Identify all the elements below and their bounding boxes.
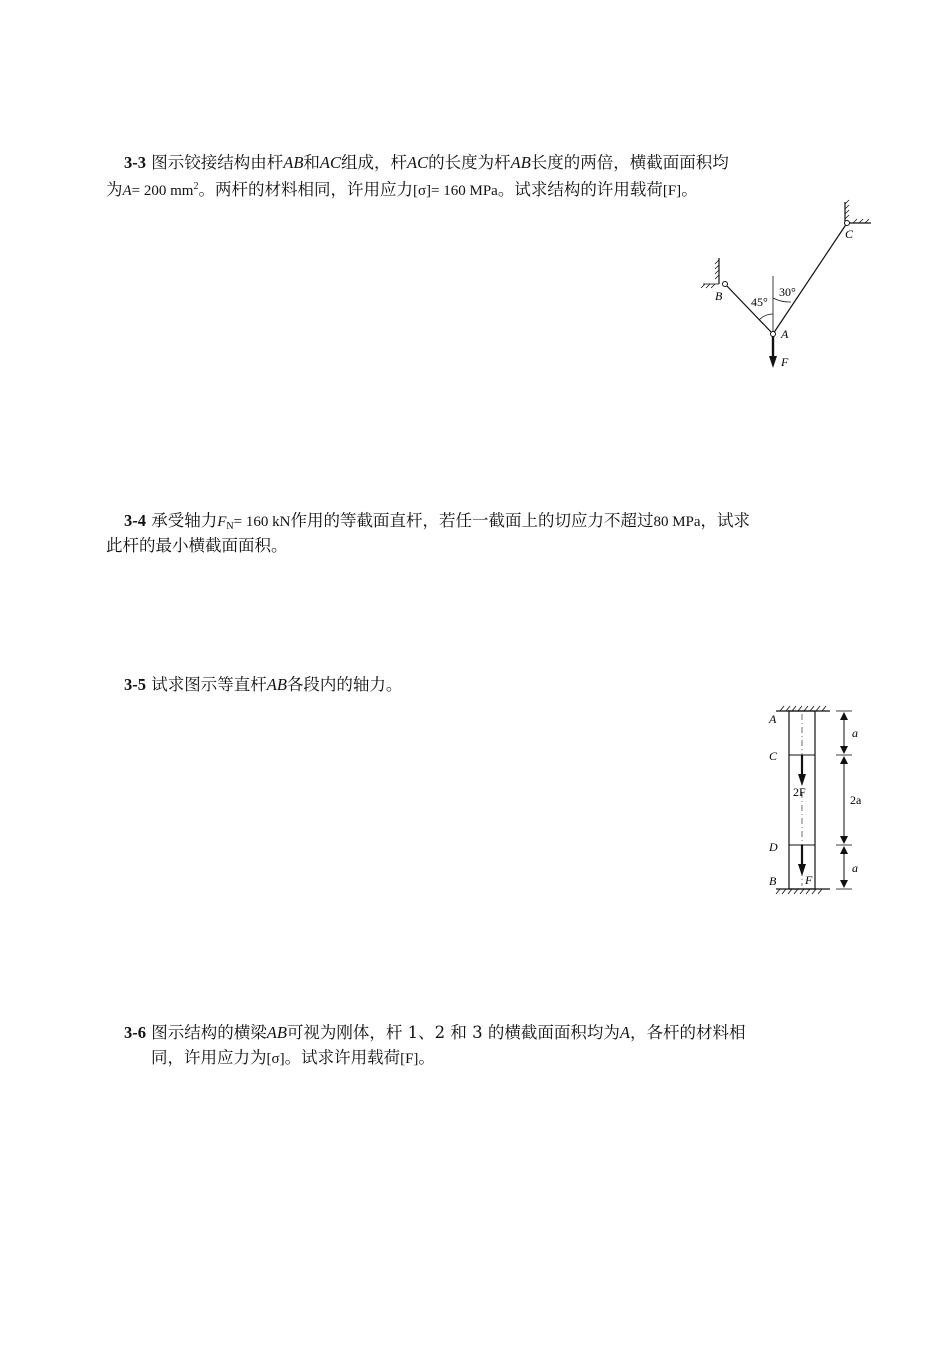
pin-a bbox=[771, 332, 776, 337]
label-a: A bbox=[781, 327, 789, 341]
problem-3-6-line-2: 同，许用应力为[σ]。试求许用载荷[F]。 bbox=[151, 1048, 435, 1067]
load-label-f: F bbox=[805, 873, 813, 887]
load-label-2f: 2F bbox=[793, 785, 806, 799]
problem-number: 3-5 bbox=[124, 675, 146, 694]
dim-arrow bbox=[840, 712, 848, 720]
force-arrowhead bbox=[769, 356, 777, 368]
problem-number: 3-6 bbox=[124, 1023, 146, 1042]
bar-ac bbox=[773, 223, 847, 334]
label-f: F bbox=[781, 355, 789, 369]
label-c: C bbox=[845, 227, 854, 241]
problem-number: 3-3 bbox=[124, 153, 146, 172]
problem-3-4-line-2: 此杆的最小横截面面积。 bbox=[106, 536, 288, 555]
label-b: B bbox=[769, 874, 777, 888]
problem-number: 3-4 bbox=[124, 511, 146, 530]
label-d: D bbox=[769, 840, 778, 854]
label-a: A bbox=[769, 712, 777, 726]
dim-arrow bbox=[840, 756, 848, 764]
dim-label-a-top: a bbox=[852, 726, 858, 740]
problem-3-4-line-1: 3-4 承受轴力$F_N= 160$ kN作用的等截面直杆，若任一截面上的切应力不超过80 MPa，试求 bbox=[124, 511, 751, 532]
problem-3-3-line-1: 3-3 图示铰接结构由杆AB和AC组成，杆AC的长度为杆AB长度的两倍，横截面面积均 bbox=[124, 153, 729, 172]
problem-3-3-line-2: 为A= 200 $mm^2$。两杆的材料相同，许用应力[σ]= 160 MPa。试求结构的许用载荷[F]。 bbox=[106, 180, 698, 199]
hatch-b bbox=[701, 260, 719, 288]
pin-b bbox=[723, 282, 728, 287]
label-c: C bbox=[769, 749, 778, 763]
figure-3-3 bbox=[695, 196, 885, 376]
dim-arrow bbox=[840, 836, 848, 844]
problem-3-6-line-1: 3-6 图示结构的横梁AB可视为刚体，杆 1、2 和 3 的横截面面积均为A，各杆的材料相 bbox=[124, 1023, 746, 1042]
figure-3-5 bbox=[762, 700, 872, 905]
dim-label-a-bottom: a bbox=[852, 861, 858, 875]
top-hatch bbox=[780, 706, 826, 711]
problem-3-5-line-1: 3-5 试求图示等直杆AB各段内的轴力。 bbox=[124, 675, 403, 694]
bar-ab bbox=[725, 284, 773, 334]
angle-arc-45 bbox=[759, 314, 773, 320]
label-b: B bbox=[715, 289, 723, 303]
dim-arrow bbox=[840, 880, 848, 888]
hatch-c bbox=[845, 200, 869, 223]
pin-c bbox=[845, 221, 850, 226]
angle-label-30: 30° bbox=[779, 285, 796, 299]
angle-label-45: 45° bbox=[751, 295, 768, 309]
dim-arrow bbox=[840, 746, 848, 754]
dim-label-2a: 2a bbox=[850, 793, 862, 807]
dim-arrow bbox=[840, 846, 848, 854]
bottom-hatch bbox=[776, 889, 822, 894]
